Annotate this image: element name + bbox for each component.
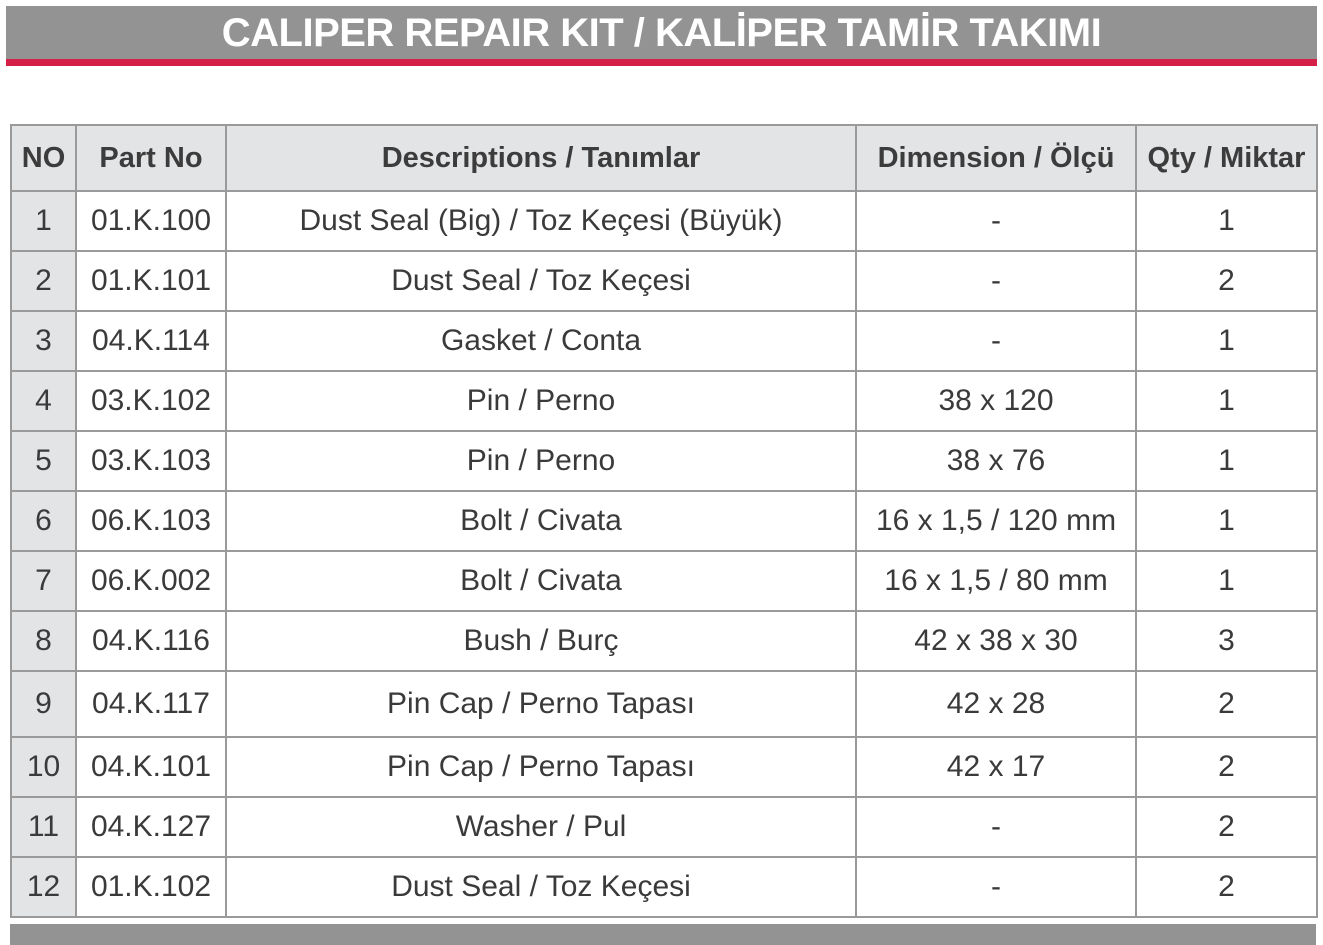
cell-description: Pin Cap / Perno Tapası	[226, 737, 856, 797]
cell-part-no: 01.K.102	[76, 857, 226, 917]
table-row	[11, 431, 1317, 491]
cell-part-no: 04.K.101	[76, 737, 226, 797]
cell-qty: 2	[1136, 857, 1317, 917]
table-row	[11, 491, 1317, 551]
cell-qty: 2	[1136, 797, 1317, 857]
cell-description: Bolt / Civata	[226, 551, 856, 611]
cell-part-no: 03.K.102	[76, 371, 226, 431]
cell-dimension: -	[856, 251, 1136, 311]
cell-qty: 2	[1136, 737, 1317, 797]
table-row	[11, 551, 1317, 611]
cell-description: Pin Cap / Perno Tapası	[226, 671, 856, 737]
table-row	[11, 191, 1317, 251]
cell-dimension: 42 x 28	[856, 671, 1136, 737]
cell-qty: 2	[1136, 251, 1317, 311]
cell-no: 5	[11, 431, 76, 491]
footer-bar	[10, 924, 1316, 945]
cell-dimension: -	[856, 311, 1136, 371]
cell-description: Bush / Burç	[226, 611, 856, 671]
cell-qty: 1	[1136, 551, 1317, 611]
cell-part-no: 01.K.101	[76, 251, 226, 311]
header-dimension: Dimension / Ölçü	[856, 125, 1136, 191]
cell-dimension: 16 x 1,5 / 120 mm	[856, 491, 1136, 551]
cell-part-no: 06.K.002	[76, 551, 226, 611]
cell-no: 12	[11, 857, 76, 917]
cell-no: 7	[11, 551, 76, 611]
table-header-row	[11, 125, 1317, 191]
table-row	[11, 371, 1317, 431]
table-row	[11, 311, 1317, 371]
cell-dimension: 38 x 76	[856, 431, 1136, 491]
cell-no: 4	[11, 371, 76, 431]
cell-description: Washer / Pul	[226, 797, 856, 857]
cell-part-no: 04.K.116	[76, 611, 226, 671]
cell-dimension: 42 x 17	[856, 737, 1136, 797]
cell-dimension: 16 x 1,5 / 80 mm	[856, 551, 1136, 611]
table-row	[11, 857, 1317, 917]
cell-dimension: 42 x 38 x 30	[856, 611, 1136, 671]
cell-dimension: 38 x 120	[856, 371, 1136, 431]
header-qty: Qty / Miktar	[1136, 125, 1317, 191]
cell-part-no: 06.K.103	[76, 491, 226, 551]
parts-table	[10, 124, 1318, 918]
cell-qty: 2	[1136, 671, 1317, 737]
cell-description: Pin / Perno	[226, 371, 856, 431]
cell-part-no: 01.K.100	[76, 191, 226, 251]
cell-no: 3	[11, 311, 76, 371]
cell-part-no: 04.K.127	[76, 797, 226, 857]
table-row	[11, 611, 1317, 671]
cell-no: 11	[11, 797, 76, 857]
cell-dimension: -	[856, 797, 1136, 857]
cell-qty: 3	[1136, 611, 1317, 671]
cell-no: 9	[11, 671, 76, 737]
cell-description: Bolt / Civata	[226, 491, 856, 551]
cell-qty: 1	[1136, 311, 1317, 371]
cell-no: 6	[11, 491, 76, 551]
cell-no: 8	[11, 611, 76, 671]
table-row	[11, 251, 1317, 311]
cell-dimension: -	[856, 191, 1136, 251]
table-row	[11, 737, 1317, 797]
cell-part-no: 04.K.117	[76, 671, 226, 737]
cell-qty: 1	[1136, 191, 1317, 251]
cell-dimension: -	[856, 857, 1136, 917]
page-title: CALIPER REPAIR KIT / KALİPER TAMİR TAKIMI	[6, 6, 1317, 59]
header-no: NO	[11, 125, 76, 191]
cell-no: 10	[11, 737, 76, 797]
cell-part-no: 04.K.114	[76, 311, 226, 371]
cell-description: Pin / Perno	[226, 431, 856, 491]
header-part-no: Part No	[76, 125, 226, 191]
cell-qty: 1	[1136, 371, 1317, 431]
cell-qty: 1	[1136, 431, 1317, 491]
cell-description: Dust Seal / Toz Keçesi	[226, 857, 856, 917]
cell-qty: 1	[1136, 491, 1317, 551]
title-underline-rule	[6, 59, 1317, 66]
table-row	[11, 671, 1317, 737]
table-row	[11, 797, 1317, 857]
cell-description: Dust Seal (Big) / Toz Keçesi (Büyük)	[226, 191, 856, 251]
header-descriptions: Descriptions / Tanımlar	[226, 125, 856, 191]
cell-description: Dust Seal / Toz Keçesi	[226, 251, 856, 311]
cell-part-no: 03.K.103	[76, 431, 226, 491]
cell-no: 1	[11, 191, 76, 251]
cell-description: Gasket / Conta	[226, 311, 856, 371]
cell-no: 2	[11, 251, 76, 311]
